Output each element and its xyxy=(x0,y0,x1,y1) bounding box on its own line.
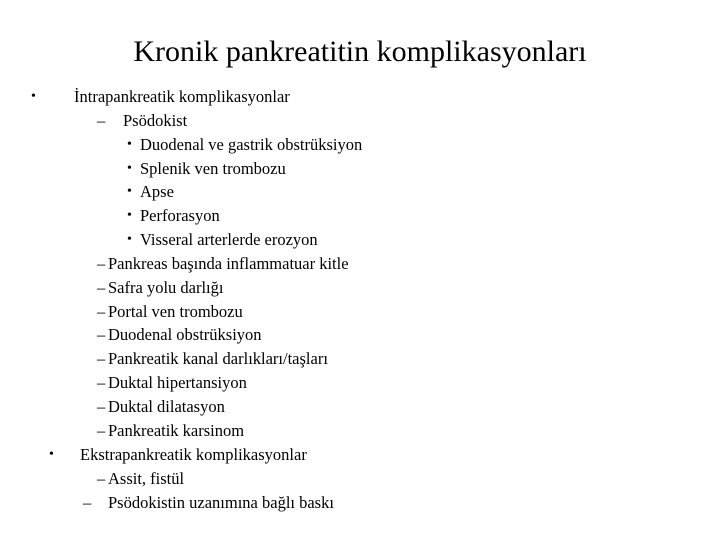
dash-marker: – xyxy=(97,325,106,344)
dash-marker: – xyxy=(97,421,106,440)
list-item: Pankreas başında inflammatuar kitle xyxy=(108,254,349,273)
list-item: Ekstrapankreatik komplikasyonlar xyxy=(80,445,307,464)
list-item: Duktal hipertansiyon xyxy=(108,373,247,392)
list-item: Duodenal ve gastrik obstrüksiyon xyxy=(140,135,363,154)
list-item: Assit, fistül xyxy=(108,469,185,488)
slide-title: Kronik pankreatitin komplikasyonları xyxy=(133,35,587,68)
list-item: Apse xyxy=(140,182,174,201)
bullet-marker: • xyxy=(127,137,132,152)
list-item: Psödokistin uzanımına bağlı baskı xyxy=(108,493,334,512)
dash-marker: – xyxy=(97,254,106,273)
list-item: Pankreatik kanal darlıkları/taşları xyxy=(108,349,328,368)
bullet-marker: • xyxy=(127,184,132,199)
list-item: Perforasyon xyxy=(140,206,220,225)
list-item: Duodenal obstrüksiyon xyxy=(108,325,262,344)
list-item: Psödokist xyxy=(123,111,188,130)
list-item: İntrapankreatik komplikasyonlar xyxy=(74,87,290,106)
dash-marker: – xyxy=(97,111,106,130)
dash-marker: – xyxy=(97,373,106,392)
bullet-marker: • xyxy=(127,208,132,223)
dash-marker: – xyxy=(83,493,92,512)
bullet-marker: • xyxy=(49,447,54,462)
dash-marker: – xyxy=(97,349,106,368)
list-item: Safra yolu darlığı xyxy=(108,278,224,297)
list-item: Splenik ven trombozu xyxy=(140,159,286,178)
bullet-marker: • xyxy=(127,232,132,247)
bullet-marker: • xyxy=(127,161,132,176)
dash-marker: – xyxy=(97,302,106,321)
bullet-marker: • xyxy=(31,89,36,104)
dash-marker: – xyxy=(97,397,106,416)
list-item: Visseral arterlerde erozyon xyxy=(140,230,318,249)
list-item: Duktal dilatasyon xyxy=(108,397,225,416)
dash-marker: – xyxy=(97,469,106,488)
dash-marker: – xyxy=(97,278,106,297)
list-item: Pankreatik karsinom xyxy=(108,421,245,440)
list-item: Portal ven trombozu xyxy=(108,302,243,321)
